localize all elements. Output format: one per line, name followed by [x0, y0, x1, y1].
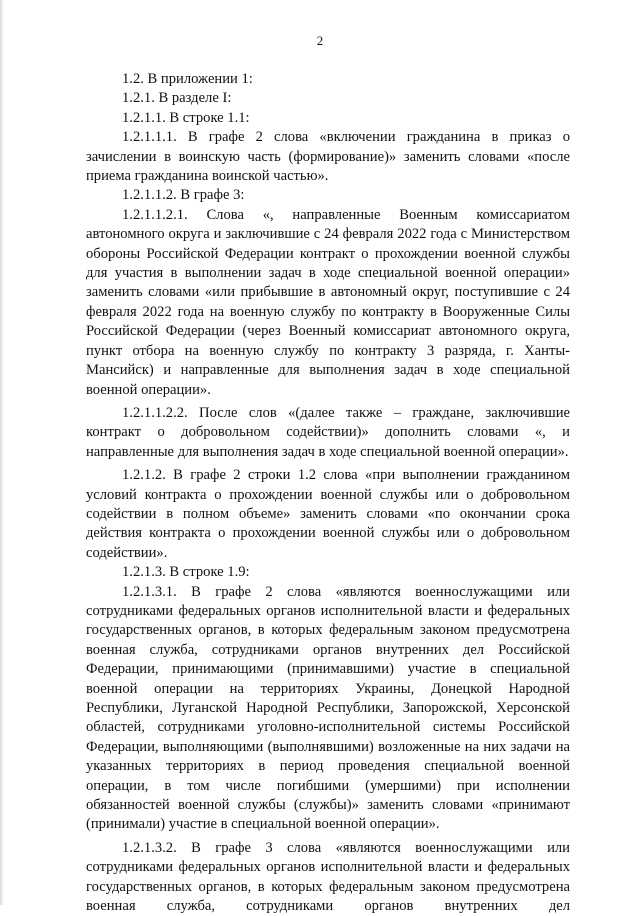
paragraph-1-2-1-3-1: 1.2.1.3.1. В графе 2 слова «являются военнослужащими или сотрудниками федеральных органов исполнительной власти и федеральных государственных органов, в которых федеральным законом предусмотрена военная служба, сотрудниками органов внутренних дел Российской Федерации, принимающими (принимавшими) участие в специальной военной операции на территориях Украины, Донецкой Народной Республики, Луганской Народной Республики, Запорожской, Херсонской областей, сотрудниками уголовно-исполнительной системы Российской Федерации, выполняющими (выполнявшими) возложенные на них задачи на указанных территориях в период проведения специальной военной операции, в том числе погибшими (умершими) при исполнении обязанностей военной службы (службы)» заменить словами «принимают (принимали) участие в специальной военной операции». [86, 583, 570, 833]
paragraph-1-2-1-1: 1.2.1.1. В строке 1.1: [122, 109, 250, 126]
page-number: 2 [316, 33, 324, 48]
paragraph-1-2-1-1-1: 1.2.1.1.1. В графе 2 слова «включении гражданина в приказ о зачислении в воинскую часть (формирование)» заменить словами «после приема гражданина воинской частью». [86, 129, 570, 185]
paragraph-1-2-1-3-2: 1.2.1.3.2. В графе 3 слова «являются военнослужащими или сотрудниками федеральных органов исполнительной власти и федеральных государственных органов, в которых федеральным законом предусмотрена военная служба, сотрудниками органов внутренних дел [86, 839, 570, 915]
scan-edge [0, 0, 4, 905]
paragraph-1-2-1: 1.2.1. В разделе I: [122, 90, 232, 107]
paragraph-1-2-1-1-2-1: 1.2.1.1.2.1. Слова «, направленные Военным комиссариатом автономного округа и заключившие с 24 февраля 2022 года с Министерством обороны Российской Федерации контракт о прохождении военной службы для участия в выполнении задач в ходе специальной военной операции» заменить словами «или прибывшие в автономный округ, поступившие с 24 февраля 2022 года на военную службу по контракту в Вооруженные Силы Российской Федерации (через Военный комиссариат автономного округа, пункт отбора на военную службу по контракту 3 разряда, г. Ханты-Мансийск) и направленные для выполнения задач в ходе специальной военной операции». [86, 206, 570, 398]
paragraph-1-2-1-2: 1.2.1.2. В графе 2 строки 1.2 слова «при выполнении гражданином условий контракта о прохождении военной службы или о добровольном содействии в полном объеме» заменить словами «по окончании срока действия контракта о прохождении военной службы или о добровольном содействии». [86, 467, 570, 561]
paragraph-1-2-1-3: 1.2.1.3. В строке 1.9: [122, 564, 250, 581]
paragraph-1-2: 1.2. В приложении 1: [122, 71, 253, 87]
paragraph-1-2-1-1-2-2: 1.2.1.1.2.2. После слов «(далее также – граждане, заключившие контракт о добровольном содействии)» дополнить словами «, и направленные для выполнения задач в ходе специальной военной операции». [86, 404, 570, 460]
paragraph-1-2-1-1-2: 1.2.1.1.2. В графе 3: [122, 187, 245, 204]
document-body [86, 70, 570, 916]
